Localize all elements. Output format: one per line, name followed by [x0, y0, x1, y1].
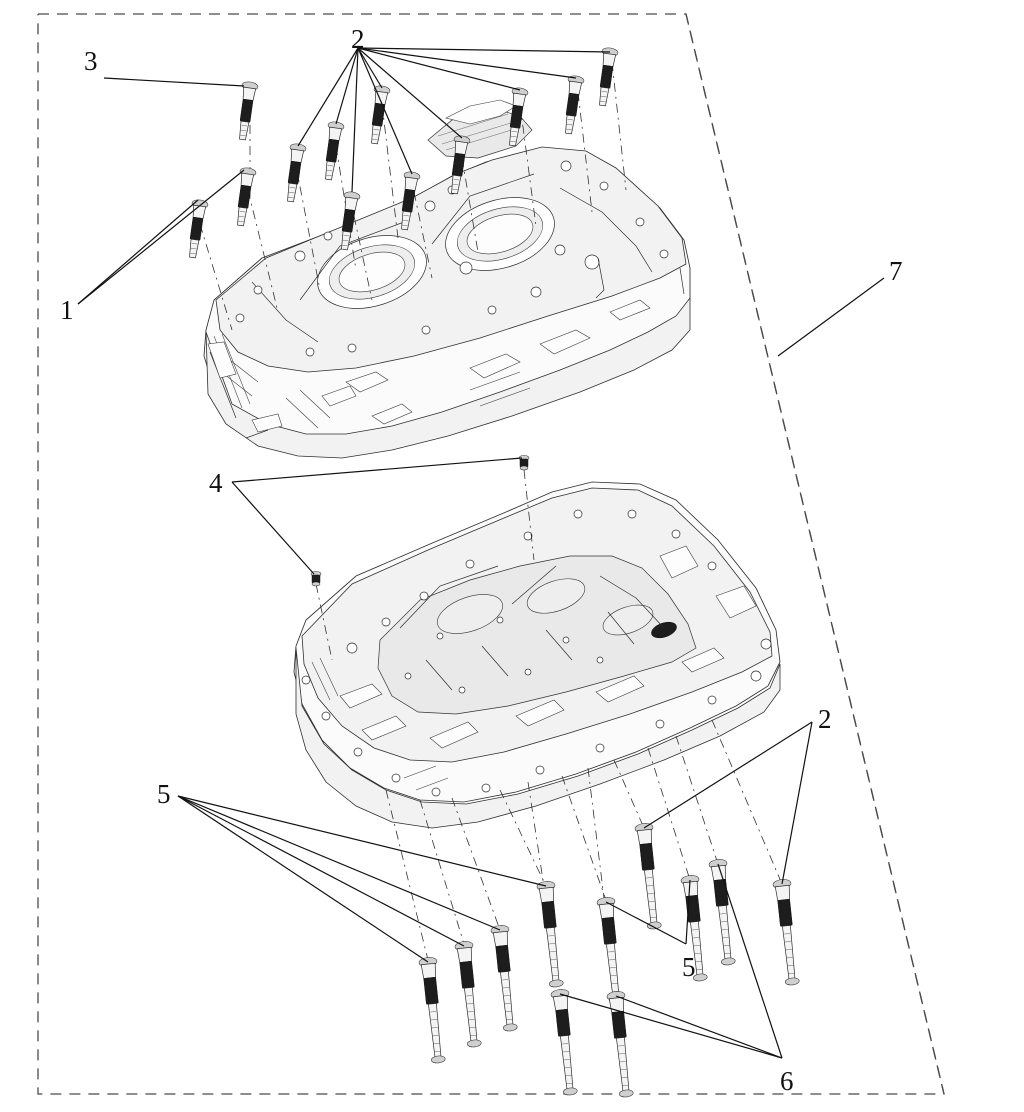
callout-3: 3 [84, 46, 98, 76]
callout-4: 4 [209, 468, 223, 498]
callout-7: 7 [889, 256, 903, 286]
callout-1: 1 [60, 295, 74, 325]
callout-5-right: 5 [682, 952, 696, 982]
callout-5-left: 5 [157, 779, 171, 809]
callout-2-lower: 2 [818, 704, 832, 734]
callout-6: 6 [780, 1066, 794, 1096]
callout-2-upper: 2 [351, 24, 365, 54]
